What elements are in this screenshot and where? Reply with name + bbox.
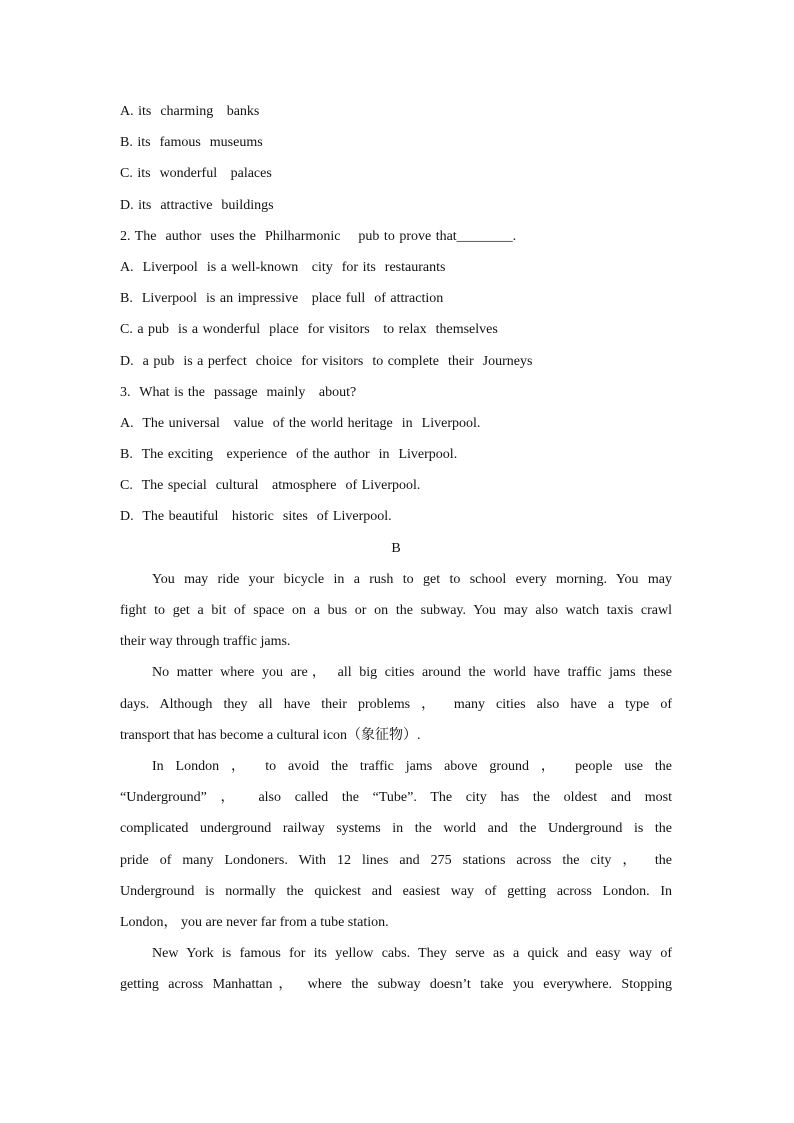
p3-line-2: “Underground” ， also called the “Tube”. The city has the oldest and most <box>120 790 672 806</box>
paragraph-2 <box>120 661 672 755</box>
p3-line-1: In London ， to avoid the traffic jams above ground ， people use the <box>152 758 672 774</box>
p3-line-4: pride of many Londoners. With 12 lines and 275 stations across the city ， the <box>120 852 672 868</box>
question1-options <box>120 100 672 225</box>
p2-line-3: transport that has become a cultural icon（象征物）. <box>120 727 421 743</box>
paragraph-1 <box>120 568 672 662</box>
q3-option-a: A. The universal value of the world heritage in Liverpool. <box>120 415 481 431</box>
p3-line-6: London， you are never far from a tube station. <box>120 914 389 930</box>
passage-b <box>120 568 672 1005</box>
q3-stem: 3. What is the passage mainly about? <box>120 384 357 400</box>
paragraph-4 <box>120 942 672 1004</box>
q3-option-d: D. The beautiful historic sites of Liverpool. <box>120 509 392 525</box>
p3-line-5: Underground is normally the quickest and easiest way of getting across London. In <box>120 883 672 899</box>
p1-line-1: You may ride your bicycle in a rush to get to school every morning. You may <box>152 571 672 587</box>
question2 <box>120 225 672 381</box>
q2-stem: 2. The author uses the Philharmonic pub to prove that________. <box>120 228 517 244</box>
p4-line-1: New York is famous for its yellow cabs. They serve as a quick and easy way of <box>152 946 672 962</box>
q1-option-d: D. its attractive buildings <box>120 197 274 213</box>
q1-option-c: C. its wonderful palaces <box>120 166 272 182</box>
q2-option-a: A. Liverpool is a well-known city for its restaurants <box>120 259 446 275</box>
question3 <box>120 381 672 537</box>
q3-option-c: C. The special cultural atmosphere of Liverpool. <box>120 478 421 494</box>
q1-option-a: A. its charming banks <box>120 104 260 119</box>
section-b-label: B <box>391 540 401 556</box>
p2-line-1: No matter where you are， all big cities around the world have traffic jams these <box>152 665 672 681</box>
document-page <box>120 100 672 1004</box>
p1-line-3: their way through traffic jams. <box>120 634 291 650</box>
q1-option-b: B. its famous museums <box>120 135 263 151</box>
p2-line-2: days. Although they all have their problems ， many cities also have a type of <box>120 696 672 712</box>
p3-line-3: complicated underground railway systems in the world and the Underground is the <box>120 821 672 837</box>
p4-line-2: getting across Manhattan， where the subway doesn’t take you everywhere. Stopping <box>120 977 672 993</box>
paragraph-3 <box>120 755 672 942</box>
q2-option-b: B. Liverpool is an impressive place full of attraction <box>120 291 444 307</box>
q3-option-b: B. The exciting experience of the author in Liverpool. <box>120 447 458 463</box>
q2-option-c: C. a pub is a wonderful place for visitors to relax themselves <box>120 322 498 338</box>
p1-line-2: fight to get a bit of space on a bus or on the subway. You may also watch taxis crawl <box>120 603 672 618</box>
q2-option-d: D. a pub is a perfect choice for visitors to complete their Journeys <box>120 353 533 369</box>
